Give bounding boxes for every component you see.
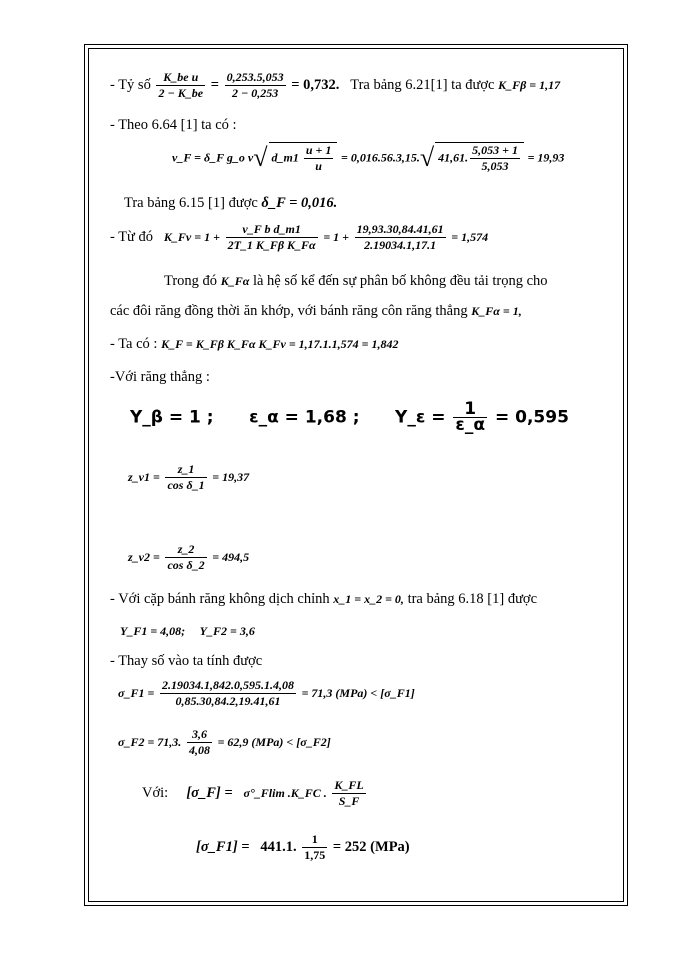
vf-formula: v_F = δ_F g_o v√ d_m1 $\frac{u + 1}{u}$ = 0,016.56.3,15.√ 41,61. $\frac{5,053 + 1}{5,053}$ = 19,93 <box>172 143 565 173</box>
kfb-value: K_Fβ = 1,17 <box>498 77 561 92</box>
sigma-f1-allow-line: [σ_F1] = 441.1. $\frac{1}{1,75}$ = 252 (MPa) <box>196 832 410 862</box>
ratio-value-fraction: $\frac{0,253.5,053}{2 - 0,253}$ <box>226 70 284 100</box>
dich-chinh-line: - Với cặp bánh răng không dịch chỉnh x_1 = x_2 = 0, tra bảng 6.18 [1] được <box>110 591 538 607</box>
zv2-line: z_v2 = $\frac{z\_2}{\text{cos δ\_2}}$ = 494,5 <box>128 542 250 572</box>
sigma-f2-line: σ_F2 = 71,3. $\frac{3,6}{4,08}$ = 62,9 (MPa) < [σ_F2] <box>118 727 331 757</box>
kfv-line: - Từ đó K_Fv = 1 + $\frac{\text{v\_F b d\_m1}}{\text{2T\_1 K\_Fβ K\_Fα}}$ = 1 + $\frac{19,93.30,84.41,61}{2.19034.1,17.1}$ = 1,574 <box>110 222 489 252</box>
thay-so-line: - Thay số vào ta tính được <box>110 653 263 669</box>
zv1-line: z_v1 = $\frac{z\_1}{\text{cos δ\_1}}$ = 19,37 <box>128 462 250 492</box>
ratio-fraction: $\frac{\text{K\_be u}}{2 - K\_be}$ <box>158 70 204 100</box>
sigma-f1-line: σ_F1 = $\frac{2.19034.1,842.0,595.1.4,08}{0,85.30,84.2,19.41,61}$ = 71,3 (MPa) < [σ_F1] <box>118 678 415 708</box>
doi-rang-line: các đôi răng đồng thời ăn khớp, với bánh răng côn răng thẳng K_Fα = 1, <box>110 303 522 319</box>
ratio-line: - Tỷ số $\frac{\text{K\_be u}}{2 - K\_be}$ = $\frac{0,253.5,053}{2 - 0,253}$ = 0,732. Tra bảng 6.21[1] ta được K_Fβ = 1,17 <box>110 70 561 100</box>
kf-line: - Ta có : K_F = K_Fβ K_Fα K_Fv = 1,17.1.1,574 = 1,842 <box>110 336 399 352</box>
formula-ref-line: - Theo 6.64 [1] ta có : <box>110 117 237 133</box>
trong-do-line: Trong đó K_Fα là hệ số kể đến sự phân bố không đều tải trọng cho <box>164 273 548 289</box>
table-615-line: Tra bảng 6.15 [1] được δ_F = 0,016. <box>124 195 338 211</box>
y-values-line: Y_β = 1 ; ε_α = 1,68 ; Y_ε = $\frac{1}{\varepsilon\_\alpha}$ = 0,595 <box>130 399 569 435</box>
rang-thang-line: -Với răng thẳng : <box>110 369 210 385</box>
allowable-stress-line: Với: [σ_F] = σ°_Flim .K_FC . $\frac{K\_FL}{S\_F}$ <box>142 778 364 808</box>
yf-line: Y_F1 = 4,08; Y_F2 = 3,6 <box>120 624 255 638</box>
